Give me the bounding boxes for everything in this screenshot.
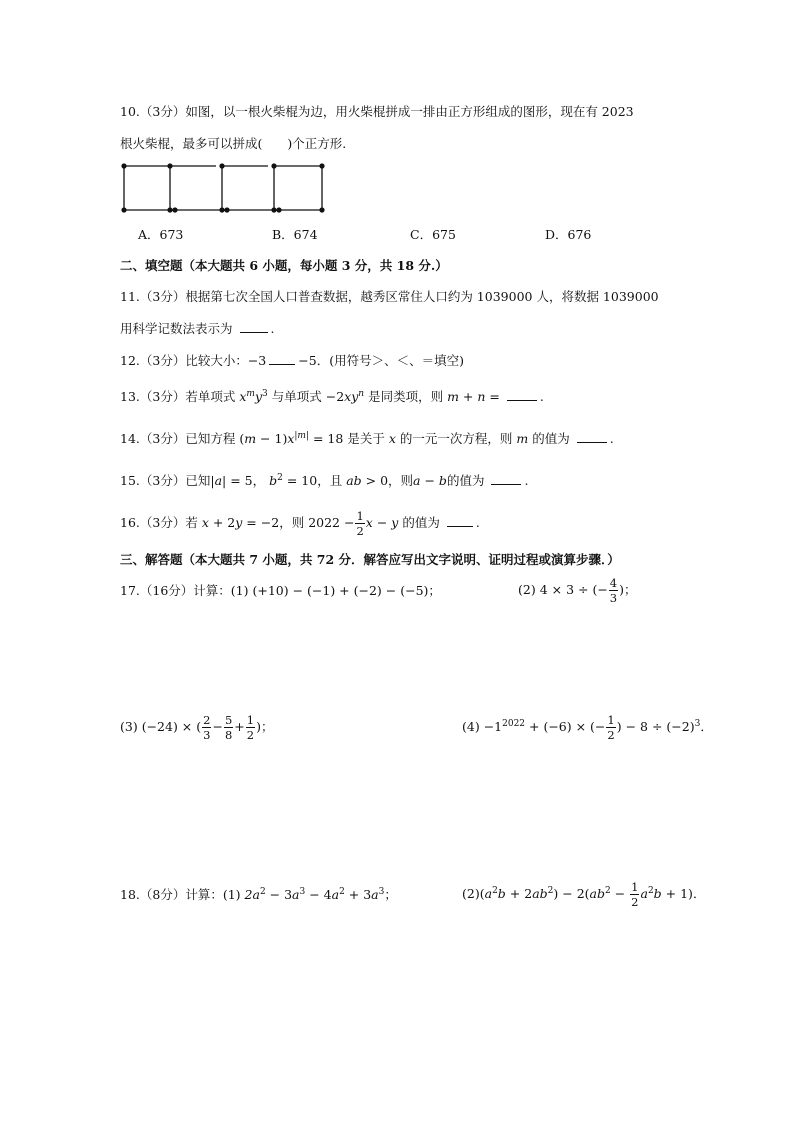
q10-option-c: C．675 (410, 227, 456, 242)
q14-line: 14.（3分）已知方程 $(m - 1)x^{|m|} = 18$ 是关于 x 的一元一次方程，则 m 的值为 . (120, 430, 614, 446)
section3-title: 三、解答题（本大题共 7 小题，共 72 分．解答应写出文字说明、证明过程或演算步骤．） (120, 552, 620, 567)
q13-line: 13.（3分）若单项式 $x^my^3$ 与单项式 $-2xy^n$ 是同类项，则 m + n = . (120, 388, 544, 404)
q12-line: 12.（3分）比较大小：−3 −5．(用符号＞、＜、＝填空) (120, 353, 464, 368)
q17-part3: (3) (−24) × ( $\frac{2}{3}$ − $\frac{5}{8}$ + $\frac{1}{2}$ )； (120, 713, 274, 742)
section2-title: 二、填空题（本大题共 6 小题，每小题 3 分，共 18 分.） (120, 258, 448, 273)
q15-line: 15.（3分）已知|a| = 5， $b^2 = 10$，且 ab > 0，则a − b的值为 . (120, 472, 529, 488)
q11-line2: 用科学记数法表示为 . (120, 321, 275, 336)
q10-option-b: B．674 (272, 227, 318, 242)
q17-part2: (2) 4 × 3 ÷ (− $\frac{4}{3}$ )； (518, 576, 637, 605)
q10-option-a: A．673 (138, 227, 184, 242)
q10-line2: 根火柴棍，最多可以拼成( )个正方形. (120, 136, 347, 151)
q17-part4: $(4) -1^{2022} + (-6)$ × (− $\frac{1}{2}$ ) − $8 \div (-2)^3$． (462, 713, 713, 742)
q11-line1: 11.（3分）根据第七次全国人口普查数据，越秀区常住人口约为 1039000 人，将数据 1039000 (120, 289, 659, 304)
q10-option-d: D．676 (545, 227, 592, 242)
matchstick-figure (118, 160, 328, 216)
q16-line: 16.（3分）若 x + 2y = −2，则 2022 − $\frac{1}{2}$ x − y 的值为 . (120, 509, 480, 538)
q10-line1: 10.（3分）如图，以一根火柴棍为边，用火柴棍拼成一排由正方形组成的图形，现在有 2023 (120, 104, 634, 119)
q18-part1: 18.（8分）计算：(1) $2a^2 - 3a^3 - 4a^2 + 3a^3$； (120, 886, 397, 902)
q17-part1: 17.（16分）计算：(1) (+10) − (−1) + (−2) − (−5)； (120, 583, 441, 598)
q18-part2: $(2)(a^2b + 2ab^2) - 2(ab^2$ − $\frac{1}{2}$ $a^2b + 1$)． (462, 880, 706, 909)
